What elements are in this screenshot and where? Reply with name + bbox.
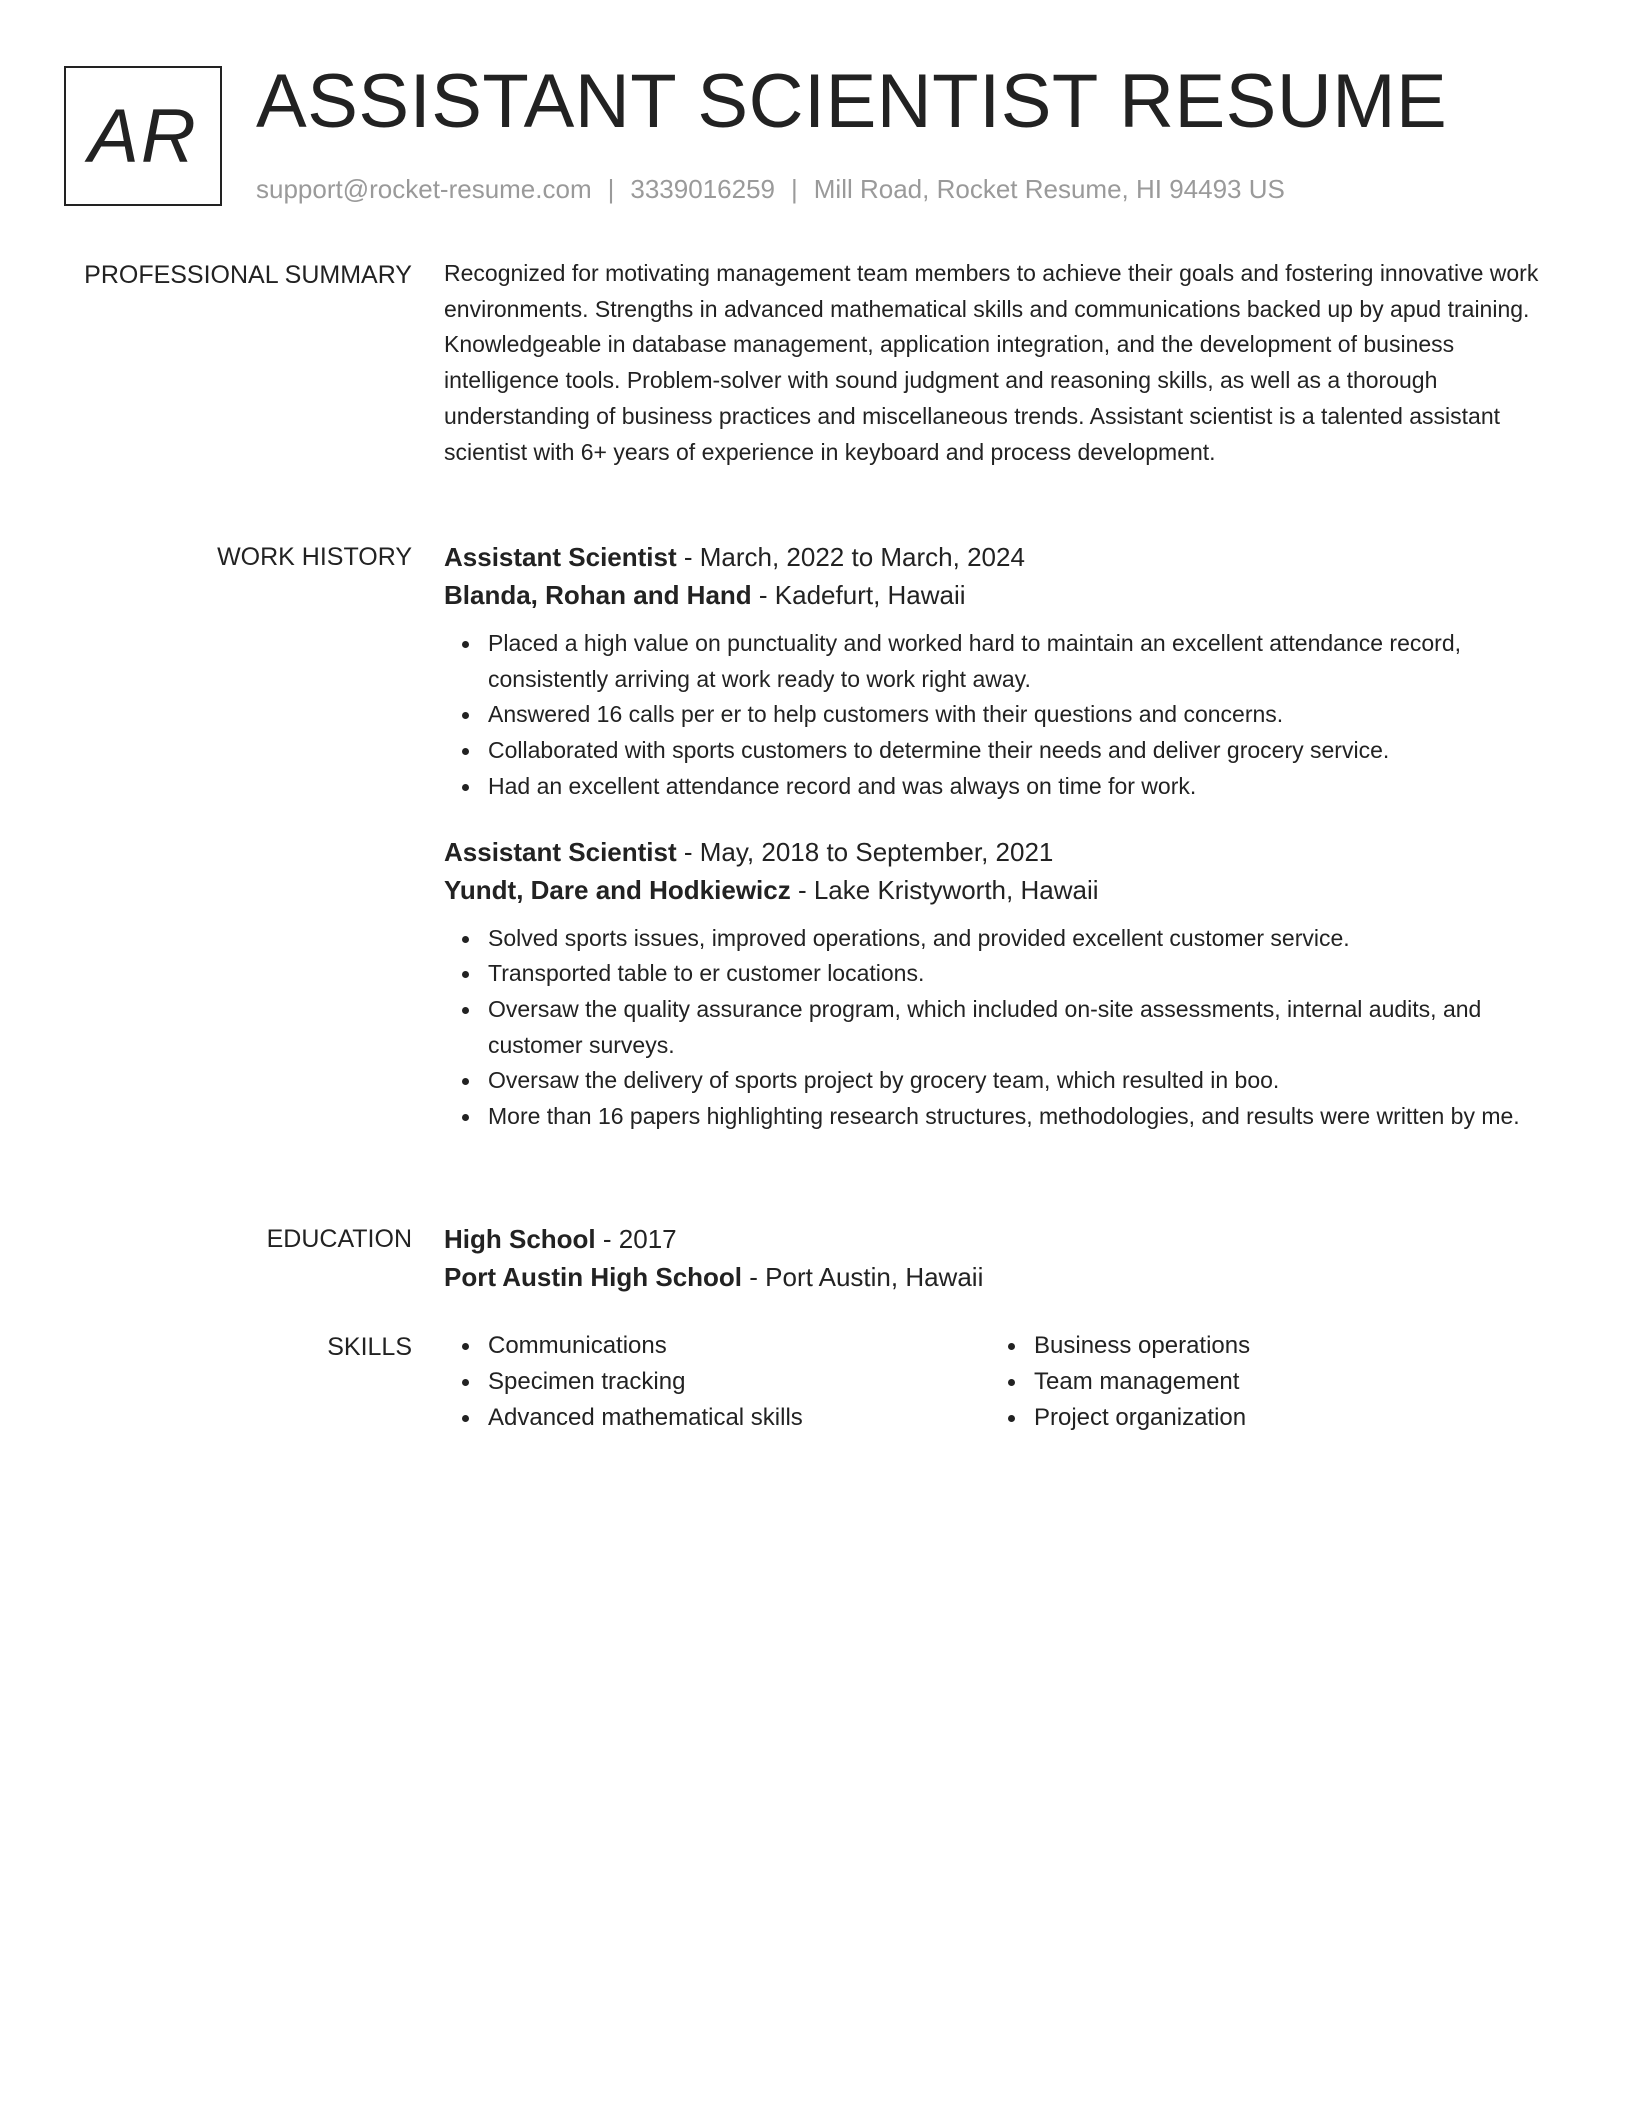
summary-content [444, 256, 1560, 470]
contact-separator: | [791, 174, 798, 204]
skill-item: Business operations [1034, 1328, 1536, 1364]
job-bullet: Oversaw the quality assurance program, which included on-site assessments, internal audits, and customer surveys. [488, 992, 1560, 1063]
education-degree-line [444, 1220, 1560, 1258]
skill-item: Project organization [1034, 1400, 1536, 1436]
job-entry [444, 833, 1560, 1135]
skills-columns [444, 1328, 1560, 1436]
resume-title: ASSISTANT SCIENTIST RESUME [256, 59, 1448, 144]
job-company: Blanda, Rohan and Hand [444, 580, 752, 610]
job-bullet: Solved sports issues, improved operations, and provided excellent customer service. [488, 921, 1560, 957]
skill-item: Communications [488, 1328, 990, 1364]
skill-item: Advanced mathematical skills [488, 1400, 990, 1436]
job-dates: - May, 2018 to September, 2021 [676, 836, 1054, 867]
section-label-summary: PROFESSIONAL SUMMARY [84, 261, 412, 289]
education-school: Port Austin High School [444, 1262, 743, 1292]
education-school-line [444, 1258, 1560, 1296]
section-label-work-history: WORK HISTORY [217, 543, 412, 571]
job-bullet: Transported table to er customer locations. [488, 956, 1560, 992]
job-title-line [444, 833, 1560, 871]
skills-list-right [990, 1328, 1536, 1436]
job-company-line [444, 871, 1560, 909]
job-bullet: Placed a high value on punctuality and worked hard to maintain an excellent attendance record, consistently arriving at work ready to work right away. [488, 626, 1560, 697]
section-label-skills: SKILLS [327, 1333, 412, 1361]
job-location: - Kadefurt, Hawaii [751, 580, 966, 610]
job-entry [444, 538, 1560, 805]
job-company-line [444, 576, 1560, 614]
education-location: - Port Austin, Hawaii [742, 1262, 984, 1292]
job-company: Yundt, Dare and Hodkiewicz [444, 874, 791, 905]
contact-email[interactable]: support@rocket-resume.com [256, 174, 592, 204]
job-bullet: Answered 16 calls per er to help customers with their questions and concerns. [488, 697, 1560, 733]
education-degree: High School [444, 1224, 596, 1254]
education-year: - 2017 [595, 1224, 677, 1254]
job-bullets [444, 626, 1560, 805]
contact-address: Mill Road, Rocket Resume, HI 94493 US [813, 174, 1285, 204]
job-bullet: More than 16 papers highlighting research structures, methodologies, and results were written by me. [488, 1099, 1560, 1135]
job-title-line [444, 538, 1560, 576]
skill-item: Team management [1034, 1364, 1536, 1400]
job-title: Assistant Scientist [444, 836, 677, 867]
summary-text: Recognized for motivating management team members to achieve their goals and fostering innovative work environments. Strengths in advanced mathematical skills and communications backed up by apud training. Knowledgeable in database management, application integration, and the development of business intelligence tools. Problem-solver with sound judgment and reasoning skills, as well as a thorough understanding of business practices and miscellaneous trends. Assistant scientist is a talented assistant scientist with 6+ years of experience in keyboard and process development. [444, 260, 1539, 465]
monogram-badge [64, 66, 222, 206]
monogram-text: AR [88, 93, 198, 179]
contact-separator: | [607, 174, 615, 204]
education-content [444, 1220, 1560, 1296]
job-bullet: Collaborated with sports customers to determine their needs and deliver grocery service. [488, 733, 1560, 769]
job-location: - Lake Kristyworth, Hawaii [790, 874, 1099, 905]
job-title: Assistant Scientist [444, 542, 677, 572]
job-bullet: Oversaw the delivery of sports project by grocery team, which resulted in boo. [488, 1063, 1560, 1099]
job-dates: - March, 2022 to March, 2024 [676, 542, 1025, 572]
contact-line [256, 172, 1285, 206]
job-bullet: Had an excellent attendance record and was always on time for work. [488, 769, 1560, 805]
skills-list-left [444, 1328, 990, 1436]
skills-content [444, 1328, 1560, 1436]
section-label-education: EDUCATION [266, 1225, 412, 1253]
contact-phone[interactable]: 3339016259 [630, 174, 775, 204]
job-bullets [444, 921, 1560, 1135]
skill-item: Specimen tracking [488, 1364, 990, 1400]
work-history-content [444, 538, 1560, 1135]
